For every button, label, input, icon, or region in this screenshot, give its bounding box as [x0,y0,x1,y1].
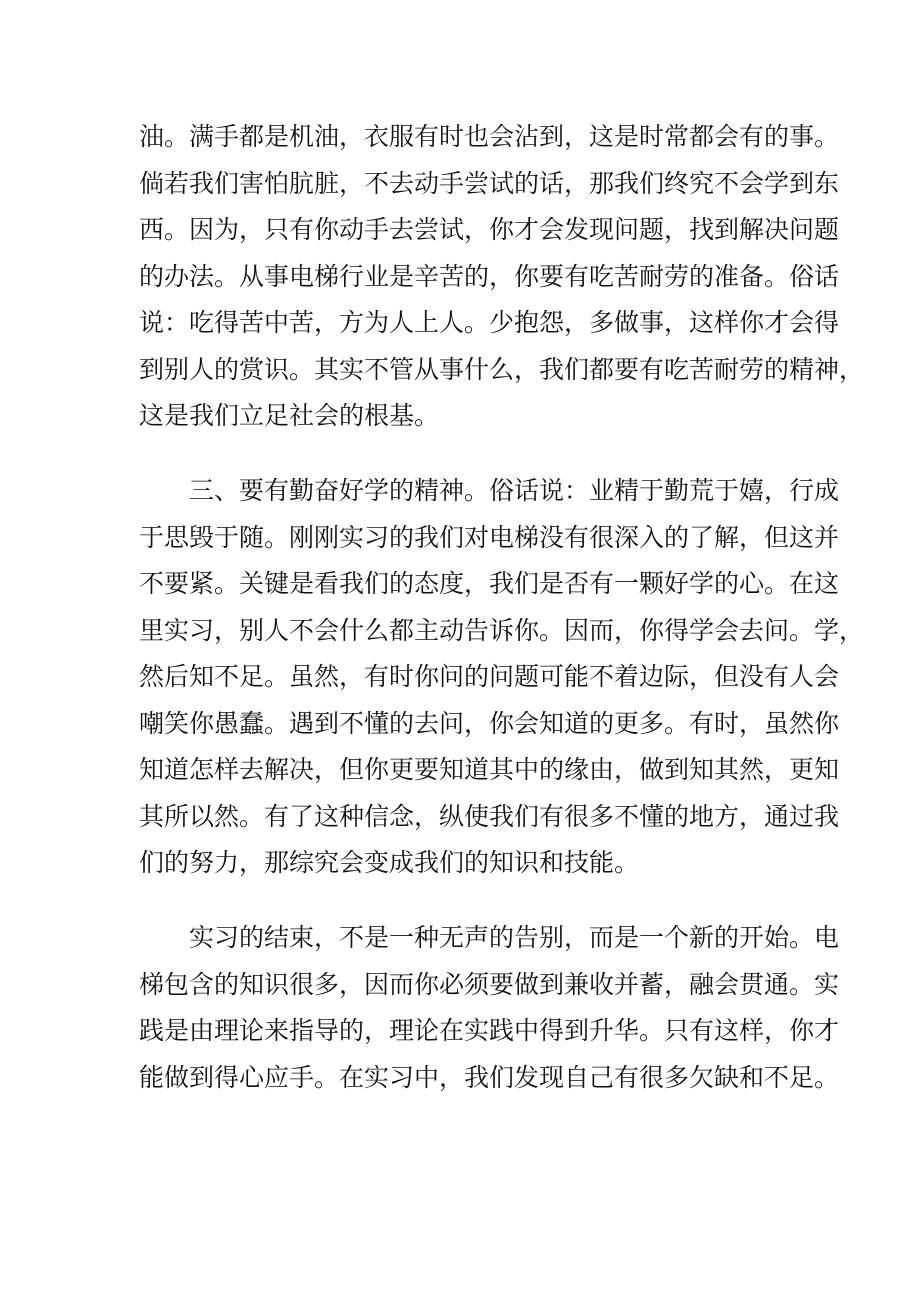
paragraph-1-line-7: 这是我们立足社会的根基。 [139,401,440,430]
paragraph-2-line-7: 知道怎样去解决，但你更要知道其中的缘由，做到知其然，更知 [139,755,840,784]
paragraph-2-line-2: 于思毁于随。刚刚实习的我们对电梯没有很深入的了解，但这并 [139,522,840,552]
paragraph-1-line-4: 的办法。从事电梯行业是辛苦的，你要有吃苦耐劳的准备。俗话 [139,261,840,291]
paragraph-3-line-4: 能做到得心应手。在实习中，我们发现自己有很多欠缺和不足。 [139,1062,840,1092]
paragraph-2-line-4: 里实习，别人不会什么都主动告诉你。因而，你得学会去问。学， [139,615,865,645]
paragraph-2-line-3: 不要紧。关键是看我们的态度，我们是否有一颗好学的心。在这 [139,569,840,598]
paragraph-1-line-1: 油。满手都是机油，衣服有时也会沾到，这是时常都会有的事。 [139,122,840,151]
paragraph-3-line-3: 践是由理论来指导的，理论在实践中得到升华。只有这样，你才 [139,1016,840,1045]
paragraph-1-line-5: 说：吃得苦中苦，方为人上人。少抱怨，多做事，这样你才会得 [139,308,840,337]
paragraph-3-line-2: 梯包含的知识很多，因而你必须要做到兼收并蓄，融会贯通。实 [139,969,840,999]
paragraph-2-line-9: 们的努力，那综究会变成我们的知识和技能。 [139,848,640,877]
paragraph-2-line-5: 然后知不足。虽然，有时你问的问题可能不着边际，但没有人会 [139,662,840,691]
paragraph-2-line-6: 嘲笑你愚蠢。遇到不懂的去问，你会知道的更多。有时，虽然你 [139,708,840,738]
paragraph-1-line-6: 到别人的赏识。其实不管从事什么，我们都要有吃苦耐劳的精神， [139,354,865,384]
paragraph-2-line-1: 三、要有勤奋好学的精神。俗话说：业精于勤荒于嬉，行成 [189,476,840,505]
paragraph-3 [139,915,840,1101]
paragraph-2-line-8: 其所以然。有了这种信念，纵使我们有很多不懂的地方，通过我 [139,801,840,831]
paragraph-1 [139,114,865,440]
paragraph-1-line-3: 西。因为，只有你动手去尝试，你才会发现问题，找到解决问题 [139,215,840,244]
paragraph-3-line-1: 实习的结束，不是一种无声的告别，而是一个新的开始。电 [189,923,840,952]
paragraph-1-line-2: 倘若我们害怕肮脏，不去动手尝试的话，那我们终究不会学到东 [139,168,840,198]
paragraph-2 [139,468,865,887]
